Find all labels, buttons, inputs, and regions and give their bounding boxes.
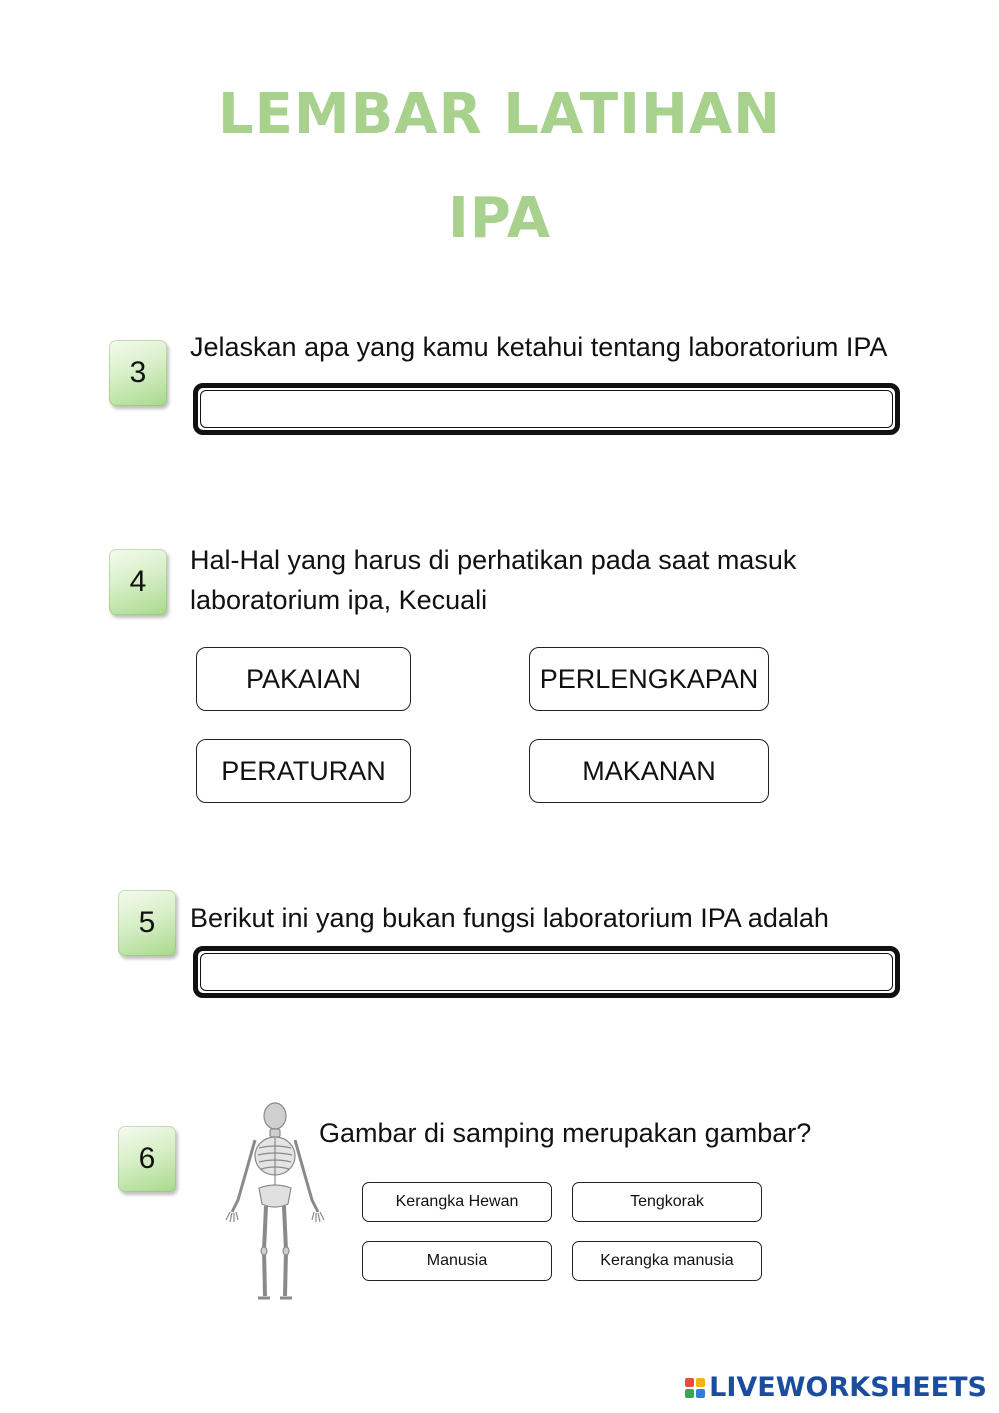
question-number-badge: 3 (109, 340, 167, 406)
option-pakaian[interactable]: PAKAIAN (196, 647, 411, 711)
option-kerangka-manusia[interactable]: Kerangka manusia (572, 1241, 762, 1281)
option-perlengkapan[interactable]: PERLENGKAPAN (529, 647, 769, 711)
question-number-badge: 6 (118, 1126, 176, 1192)
question-4-text-line2: laboratorium ipa, Kecuali (190, 585, 488, 615)
option-peraturan[interactable]: PERATURAN (196, 739, 411, 803)
question-3-answer-field[interactable] (193, 383, 900, 435)
liveworksheets-logo-icon (685, 1378, 705, 1398)
question-5-answer-field[interactable] (193, 946, 900, 998)
question-number-badge: 5 (118, 890, 176, 956)
brand-text: LIVEWORKSHEETS (709, 1372, 987, 1403)
skeleton-icon (222, 1100, 328, 1304)
question-5-text: Berikut ini yang bukan fungsi laboratorium IPA adalah (190, 903, 829, 933)
question-4-text-line1: Hal-Hal yang harus di perhatikan pada saat masuk (190, 545, 797, 575)
option-tengkorak[interactable]: Tengkorak (572, 1182, 762, 1222)
worksheet-subject: IPA (447, 186, 552, 251)
option-manusia[interactable]: Manusia (362, 1241, 552, 1281)
question-number-badge: 4 (109, 549, 167, 615)
option-kerangka-hewan[interactable]: Kerangka Hewan (362, 1182, 552, 1222)
liveworksheets-brand (685, 1372, 987, 1403)
question-6-text: Gambar di samping merupakan gambar? (319, 1118, 812, 1148)
option-makanan[interactable]: MAKANAN (529, 739, 769, 803)
worksheet-title: LEMBAR LATIHAN (217, 82, 782, 147)
question-3-text: Jelaskan apa yang kamu ketahui tentang laboratorium IPA (190, 332, 888, 362)
